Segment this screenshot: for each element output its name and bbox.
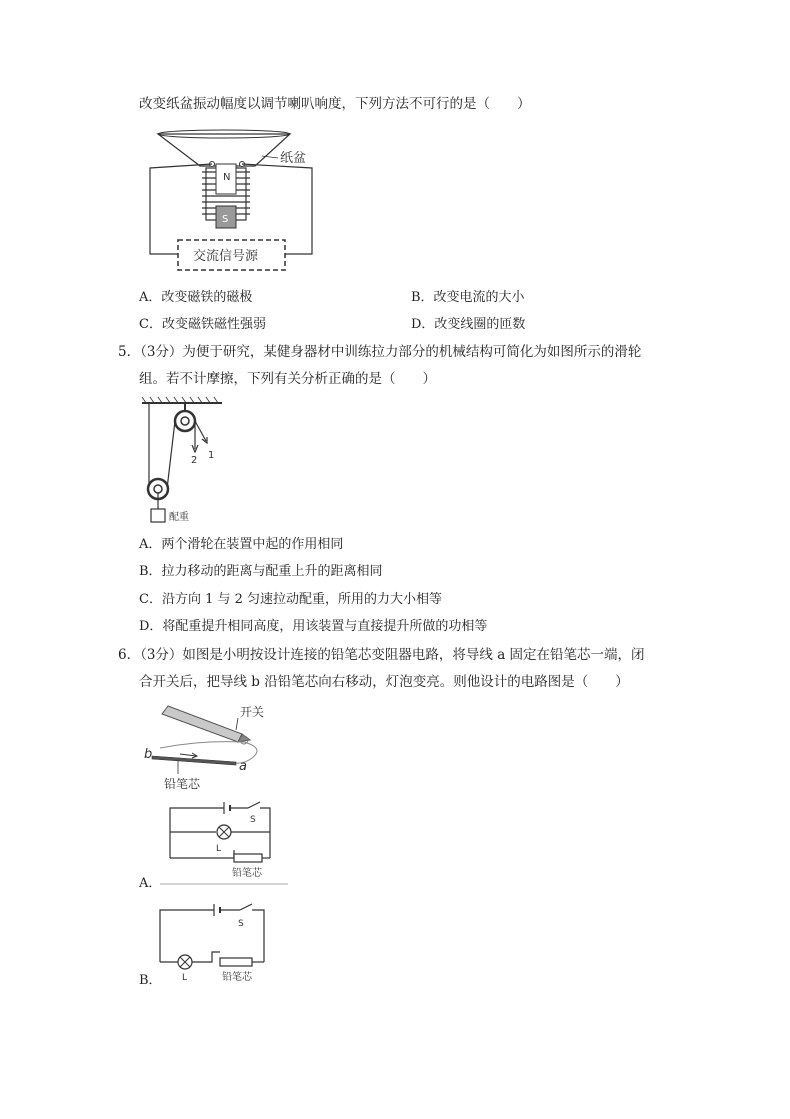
q4-option-d[interactable]: D．改变线圈的匝数 (411, 317, 526, 332)
q5-stem-line2: 组。若不计摩擦，下列有关分析正确的是（ ） (139, 371, 436, 387)
svg-text:L: L (182, 973, 188, 983)
svg-text:S: S (222, 214, 229, 225)
paper-cone (158, 134, 290, 166)
svg-text:S: S (250, 815, 256, 825)
svg-text:N: N (223, 172, 231, 183)
switch-b (240, 904, 252, 910)
svg-text:铅笔芯: 铅笔芯 (232, 868, 262, 879)
q5-option-b[interactable]: B．拉力移动的距离与配重上升的距离相同 (139, 564, 383, 579)
q6-stem-line2: 合开关后，把导线 b 沿铅笔芯向右移动，灯泡变亮。则他设计的电路图是（ ） (139, 674, 629, 690)
svg-text:S: S (238, 919, 244, 929)
cone-label: 纸盆 (280, 151, 307, 166)
lead-resistor-a (234, 854, 262, 862)
q4-speaker-figure (140, 122, 330, 274)
switch-a (248, 802, 260, 808)
q5-stem-line1: 5．（3分）为便于研究，某健身器材中训练拉力部分的机械结构可简化为如图所示的滑轮 (118, 344, 642, 360)
q5-pulley-figure (140, 397, 230, 525)
q6-circuit-b (140, 898, 290, 984)
svg-text:铅笔芯: 铅笔芯 (222, 972, 252, 983)
q5-option-d[interactable]: D．将配重提升相同高度，用该装置与直接提升所做的功相等 (139, 619, 488, 634)
q4-stem: 改变纸盆振动幅度以调节喇叭响度，下列方法不可行的是（ ） (139, 96, 531, 112)
q4-option-a[interactable]: A．改变磁铁的磁极 (139, 290, 253, 305)
wire-b-label: b (144, 747, 153, 762)
switch-label: 开关 (240, 705, 265, 719)
q6-option-a[interactable]: A． (139, 876, 162, 891)
pencil (162, 706, 242, 742)
q6-photo-figure (140, 700, 290, 792)
counterweight (151, 509, 165, 522)
q6-option-b[interactable]: B． (139, 973, 162, 988)
q4-option-c[interactable]: C．改变磁铁磁性强弱 (139, 317, 266, 332)
direction-1-label: 1 (208, 450, 215, 461)
svg-text:L: L (216, 844, 222, 854)
q5-option-c[interactable]: C．沿方向 1 与 2 匀速拉动配重，所用的力大小相等 (139, 592, 443, 607)
q6-circuit-a (140, 800, 290, 888)
weight-label: 配重 (169, 512, 189, 523)
q5-option-a[interactable]: A．两个滑轮在装置中起的作用相同 (139, 537, 344, 552)
direction-2-label: 2 (191, 455, 198, 466)
lead-label: 铅笔芯 (164, 777, 201, 791)
q4-option-b[interactable]: B．改变电流的大小 (411, 290, 525, 305)
fixed-pulley (175, 411, 195, 431)
lead-resistor-b (220, 958, 252, 966)
source-label: 交流信号源 (193, 249, 259, 264)
wire-a-label: a (239, 759, 247, 774)
q6-stem-line1: 6．（3分）如图是小明按设计连接的铅笔芯变阻器电路，将导线 a 固定在铅笔芯一端，闭 (118, 647, 645, 663)
